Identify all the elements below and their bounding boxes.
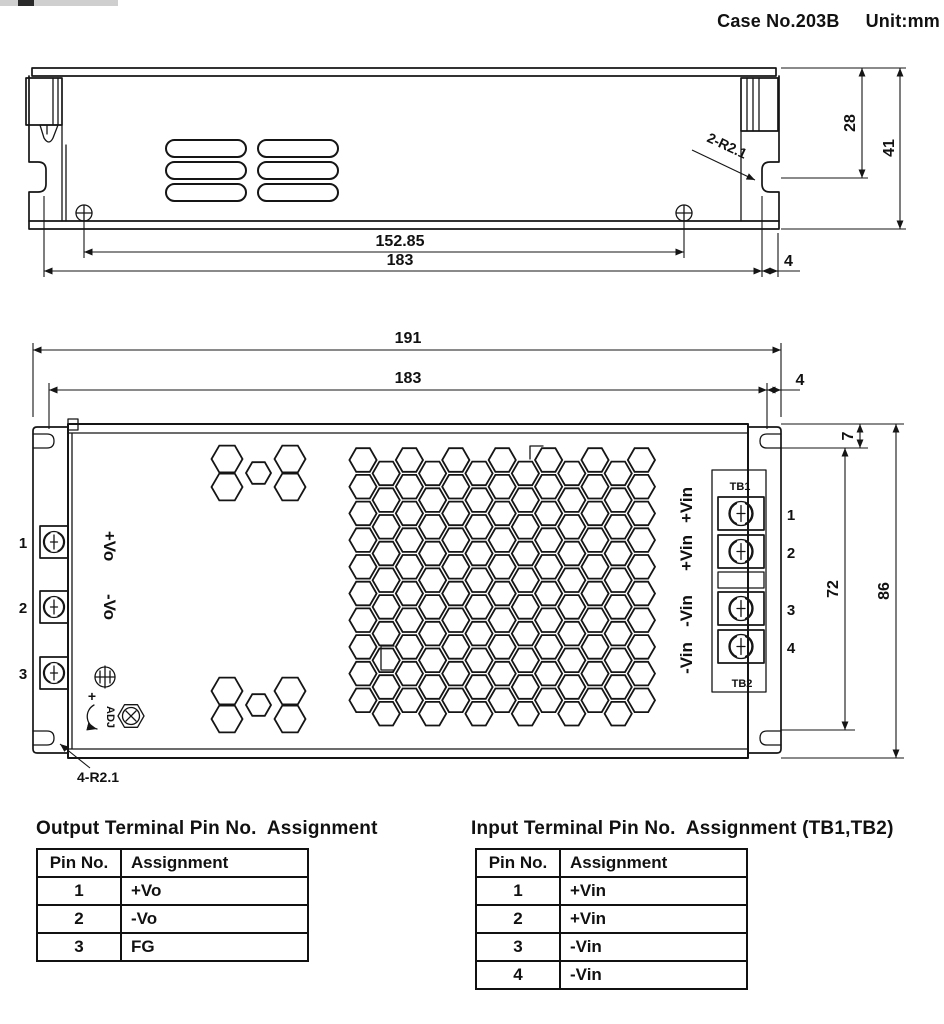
table-header-row: [476, 849, 747, 877]
hex-vent-hole: [465, 675, 492, 699]
input-pin-4: 4: [786, 640, 796, 657]
hex-vent-hole: [349, 502, 376, 526]
hex-vent-hole: [558, 622, 585, 646]
hex-vent-hole: [442, 608, 469, 632]
label-plus-vin-1: +Vin: [677, 486, 696, 524]
hex-vent-hole: [581, 608, 608, 632]
hex-vent-hole: [512, 542, 539, 566]
hex-vent-hole: [442, 528, 469, 552]
header-assignment: Assignment: [121, 849, 308, 877]
side-view-dimensions: [44, 68, 906, 277]
mount-slot-top-left: [33, 434, 54, 448]
hex-vent-hole: [558, 675, 585, 699]
assignment-cell: +Vo: [121, 877, 308, 905]
output-pin-2: 2: [18, 600, 28, 617]
hex-vent-hole: [349, 689, 376, 713]
hex-vent-hole: [465, 488, 492, 512]
hex-vent-hole: [558, 568, 585, 592]
vent-slot: [258, 184, 338, 201]
hex-vent-hole: [605, 515, 632, 539]
hex-vent-hole: [442, 635, 469, 659]
pin-cell: 2: [37, 905, 121, 933]
assignment-cell: -Vin: [560, 961, 747, 989]
hex-vent-hole: [349, 662, 376, 686]
pin-cell: 4: [476, 961, 560, 989]
hex-vent-hole: [396, 448, 423, 472]
table-header-row: [37, 849, 308, 877]
hex-vent-hole: [442, 555, 469, 579]
hex-vent-hole: [489, 448, 516, 472]
hex-vent-hole: [349, 635, 376, 659]
output-terminal-block: [40, 526, 68, 689]
hex-vent-hole: [396, 475, 423, 499]
corner-radius-leader: [60, 744, 90, 768]
top-view-drawing: [19, 330, 904, 785]
input-pin-3: 3: [786, 602, 796, 619]
hex-vent-hole: [512, 462, 539, 486]
hex-vent-hole: [373, 488, 400, 512]
dim-body-width: 183: [386, 252, 414, 269]
assignment-cell: -Vin: [560, 933, 747, 961]
hex-vent-hole: [396, 635, 423, 659]
adj-screw: [118, 705, 144, 728]
hex-vent-hole: [628, 582, 655, 606]
hex-vent-hole: [373, 462, 400, 486]
right-edge-with-slot: [762, 76, 779, 221]
dim-body-width: 183: [394, 370, 422, 387]
hex-vent-hole: [581, 448, 608, 472]
hex-vent-hole: [212, 474, 243, 501]
hex-vent-hole: [489, 502, 516, 526]
hex-vent-hole: [373, 622, 400, 646]
hex-vent-hole: [349, 528, 376, 552]
mounting-screw-right: [676, 205, 692, 221]
hex-vent-hole: [581, 662, 608, 686]
dim-total-depth: 86: [876, 582, 893, 600]
hex-vent-hole: [349, 555, 376, 579]
top-corner-radius-label: 4-R2.1: [77, 769, 120, 785]
hex-vent-hole: [605, 462, 632, 486]
header-pin-no: Pin No.: [476, 849, 560, 877]
vent-slot: [258, 140, 338, 157]
hex-vent-hole: [558, 488, 585, 512]
header-assignment: Assignment: [560, 849, 747, 877]
hex-vent-hole: [396, 662, 423, 686]
label-minus-vin-2: -Vin: [677, 642, 696, 674]
hex-vent-hole: [465, 568, 492, 592]
terminal-separator: [718, 572, 764, 588]
hex-vent-hole: [535, 635, 562, 659]
pin-cell: 1: [476, 877, 560, 905]
hex-vent-hole: [489, 662, 516, 686]
inner-wall-lines: [62, 125, 741, 221]
hex-vent-hole: [558, 462, 585, 486]
assignment-cell: FG: [121, 933, 308, 961]
hex-vent-hole: [465, 649, 492, 673]
hex-vent-hole: [396, 555, 423, 579]
hex-vent-hole: [628, 635, 655, 659]
hex-vent-hole: [396, 608, 423, 632]
hex-vent-hole: [419, 515, 446, 539]
hex-vent-hole: [465, 702, 492, 726]
hex-vent-hole: [246, 462, 271, 484]
hex-vent-hole: [419, 488, 446, 512]
dim-total-height: 41: [881, 139, 898, 157]
table-row: [37, 933, 308, 961]
hex-vent-hole: [558, 702, 585, 726]
hex-vent-hole: [605, 595, 632, 619]
table-row: [37, 877, 308, 905]
hex-vent-hole: [246, 694, 271, 716]
pin-cell: 3: [476, 933, 560, 961]
hex-vent-hole: [628, 608, 655, 632]
hex-vent-hole: [396, 528, 423, 552]
dim-slot-span: 72: [825, 580, 842, 598]
hex-vent-hole: [419, 462, 446, 486]
adj-plus-sign: +: [87, 688, 97, 704]
hex-vent-hole: [558, 595, 585, 619]
hex-vent-hole: [373, 542, 400, 566]
tb2-label: TB2: [731, 678, 753, 690]
input-connector-detail: [747, 78, 759, 131]
dim-total-width: 191: [394, 330, 422, 347]
hex-vent-hole: [465, 622, 492, 646]
hex-vent-hole: [628, 662, 655, 686]
adj-label: ADJ: [104, 705, 116, 729]
hex-vent-hole: [419, 702, 446, 726]
vent-slot: [166, 162, 246, 179]
input-pin-2: 2: [786, 545, 796, 562]
assignment-cell: -Vo: [121, 905, 308, 933]
hex-vent-hole: [419, 595, 446, 619]
hex-vent-hole: [605, 649, 632, 673]
case-top-lip: [32, 68, 776, 76]
hex-vent-hole: [373, 568, 400, 592]
hex-vent-hole: [465, 462, 492, 486]
hex-vent-hole: [396, 582, 423, 606]
vent-slot: [166, 184, 246, 201]
hex-vent-hole: [535, 475, 562, 499]
hex-vent-hole: [442, 502, 469, 526]
hex-vent-hole: [581, 475, 608, 499]
hex-vent-hole: [512, 702, 539, 726]
dim-notch-height: 28: [842, 114, 859, 132]
hex-vent-hole: [535, 582, 562, 606]
hex-vent-hole: [535, 528, 562, 552]
hex-vent-hole: [419, 675, 446, 699]
tb1-label: TB1: [729, 481, 751, 493]
adj-potentiometer: [87, 688, 144, 729]
hex-vent-hole: [489, 582, 516, 606]
output-pin-table: [36, 848, 309, 962]
extension-lines: [33, 343, 904, 758]
dim-flange-offset: 7: [840, 431, 857, 441]
label-plus-vo: +Vo: [100, 530, 119, 562]
hex-vent-hole: [605, 542, 632, 566]
hex-vent-hole: [489, 555, 516, 579]
mounting-screw-left: [76, 205, 92, 221]
right-mounting-flange: [748, 427, 781, 753]
hex-vent-hole: [605, 488, 632, 512]
hex-vent-hole: [535, 608, 562, 632]
hex-vent-hole: [558, 542, 585, 566]
vent-slots: [166, 140, 338, 201]
label-plus-vin-2: +Vin: [677, 534, 696, 572]
side-corner-radius-label: 2-R2.1: [704, 129, 750, 162]
hex-vent-hole: [442, 448, 469, 472]
input-pin-table: [475, 848, 748, 990]
hex-vent-hole: [349, 475, 376, 499]
output-pin-1: 1: [18, 535, 28, 552]
hex-vent-hole: [558, 649, 585, 673]
hex-vent-hole: [349, 608, 376, 632]
header-pin-no: Pin No.: [37, 849, 121, 877]
dim-screw-spacing: 152.85: [375, 233, 425, 250]
hex-vent-hole: [512, 488, 539, 512]
dim-end-offset: 4: [784, 253, 793, 270]
hex-vent-hole: [373, 595, 400, 619]
hex-vent-hole: [512, 515, 539, 539]
output-table-title: Output Terminal Pin No. Assignment: [36, 818, 378, 839]
hex-vent-hole: [628, 475, 655, 499]
adj-arrow-arc: [87, 705, 97, 729]
hex-vent-hole: [212, 446, 243, 473]
hex-vent-hole: [512, 622, 539, 646]
hex-vent-hole: [535, 662, 562, 686]
side-view-drawing: [26, 68, 906, 277]
hex-vent-hole: [373, 675, 400, 699]
pin-cell: 1: [37, 877, 121, 905]
case-number: Case No.203B: [717, 11, 840, 31]
output-connector-side: [26, 78, 62, 125]
table-row: [476, 905, 747, 933]
hex-vent-hole: [535, 689, 562, 713]
hex-vent-hole: [628, 528, 655, 552]
output-pin-3: 3: [18, 666, 28, 683]
table-row: [476, 933, 747, 961]
honeycomb-vent-pattern: [212, 446, 656, 733]
hex-vent-hole: [628, 448, 655, 472]
hex-vent-hole: [558, 515, 585, 539]
assignment-cell: +Vin: [560, 877, 747, 905]
hex-vent-hole: [581, 555, 608, 579]
hex-vent-hole: [489, 635, 516, 659]
hex-vent-hole: [512, 675, 539, 699]
hex-vent-hole: [628, 502, 655, 526]
hex-vent-hole: [465, 515, 492, 539]
hex-vent-hole: [419, 542, 446, 566]
hex-vent-hole: [442, 662, 469, 686]
hex-vent-hole: [275, 706, 306, 733]
hex-vent-hole: [212, 706, 243, 733]
hex-vent-hole: [581, 502, 608, 526]
hex-vent-hole: [581, 528, 608, 552]
hex-vent-hole: [419, 649, 446, 673]
hex-vent-hole: [489, 608, 516, 632]
table-row: [476, 877, 747, 905]
hex-vent-hole: [535, 555, 562, 579]
input-table-title: Input Terminal Pin No. Assignment (TB1,TB2): [471, 818, 894, 839]
input-pin-1: 1: [786, 507, 796, 524]
hex-vent-hole: [489, 689, 516, 713]
hex-vent-hole: [275, 474, 306, 501]
hex-vent-hole: [442, 582, 469, 606]
hex-vent-hole: [373, 515, 400, 539]
hex-vent-hole: [212, 678, 243, 705]
mount-slot-bottom-right: [760, 731, 781, 745]
hex-vent-hole: [535, 502, 562, 526]
hex-vent-hole: [419, 622, 446, 646]
connector-screw-tip: [40, 125, 58, 142]
hex-vent-hole: [373, 702, 400, 726]
hex-vent-hole: [275, 446, 306, 473]
hex-vent-hole: [442, 689, 469, 713]
hex-vent-hole: [628, 555, 655, 579]
vent-slot: [166, 140, 246, 157]
unit-label: Unit:mm: [865, 11, 940, 31]
hex-vent-hole: [605, 568, 632, 592]
hex-vent-hole: [465, 595, 492, 619]
case-bottom-edge: [29, 221, 779, 229]
hex-vent-hole: [605, 702, 632, 726]
hex-vent-hole: [489, 475, 516, 499]
label-minus-vin-1: -Vin: [677, 595, 696, 627]
hex-vent-hole: [581, 582, 608, 606]
hex-vent-hole: [512, 595, 539, 619]
vent-marks: [381, 446, 543, 670]
hex-vent-hole: [581, 635, 608, 659]
hex-vent-hole: [512, 649, 539, 673]
hex-vent-hole: [373, 649, 400, 673]
table-row: [37, 905, 308, 933]
input-terminal-block: [712, 470, 766, 692]
hex-vent-hole: [535, 448, 562, 472]
hex-vent-hole: [442, 475, 469, 499]
extension-lines: [44, 68, 906, 277]
hex-vent-hole: [275, 678, 306, 705]
pin-cell: 3: [37, 933, 121, 961]
hex-vent-hole: [349, 448, 376, 472]
left-mounting-flange: [33, 427, 68, 753]
fg-ground-symbol: [95, 666, 115, 688]
label-minus-vo: -Vo: [100, 593, 119, 621]
output-connector-detail: [53, 78, 58, 125]
hex-vent-hole: [605, 622, 632, 646]
hex-vent-hole: [419, 568, 446, 592]
hex-vent-hole: [581, 689, 608, 713]
hex-vent-hole: [628, 689, 655, 713]
dim-end-offset: 4: [795, 372, 805, 389]
hex-vent-hole: [465, 542, 492, 566]
assignment-cell: +Vin: [560, 905, 747, 933]
hex-vent-hole: [489, 528, 516, 552]
hex-vent-hole: [396, 689, 423, 713]
hex-vent-hole: [605, 675, 632, 699]
hex-vent-hole: [396, 502, 423, 526]
vent-slot: [258, 162, 338, 179]
mount-slot-bottom-left: [33, 731, 54, 745]
pin-cell: 2: [476, 905, 560, 933]
mount-slot-top-right: [760, 434, 781, 448]
hex-vent-hole: [349, 582, 376, 606]
table-row: [476, 961, 747, 989]
cover-inner-lines: [68, 433, 748, 749]
hex-vent-hole: [512, 568, 539, 592]
